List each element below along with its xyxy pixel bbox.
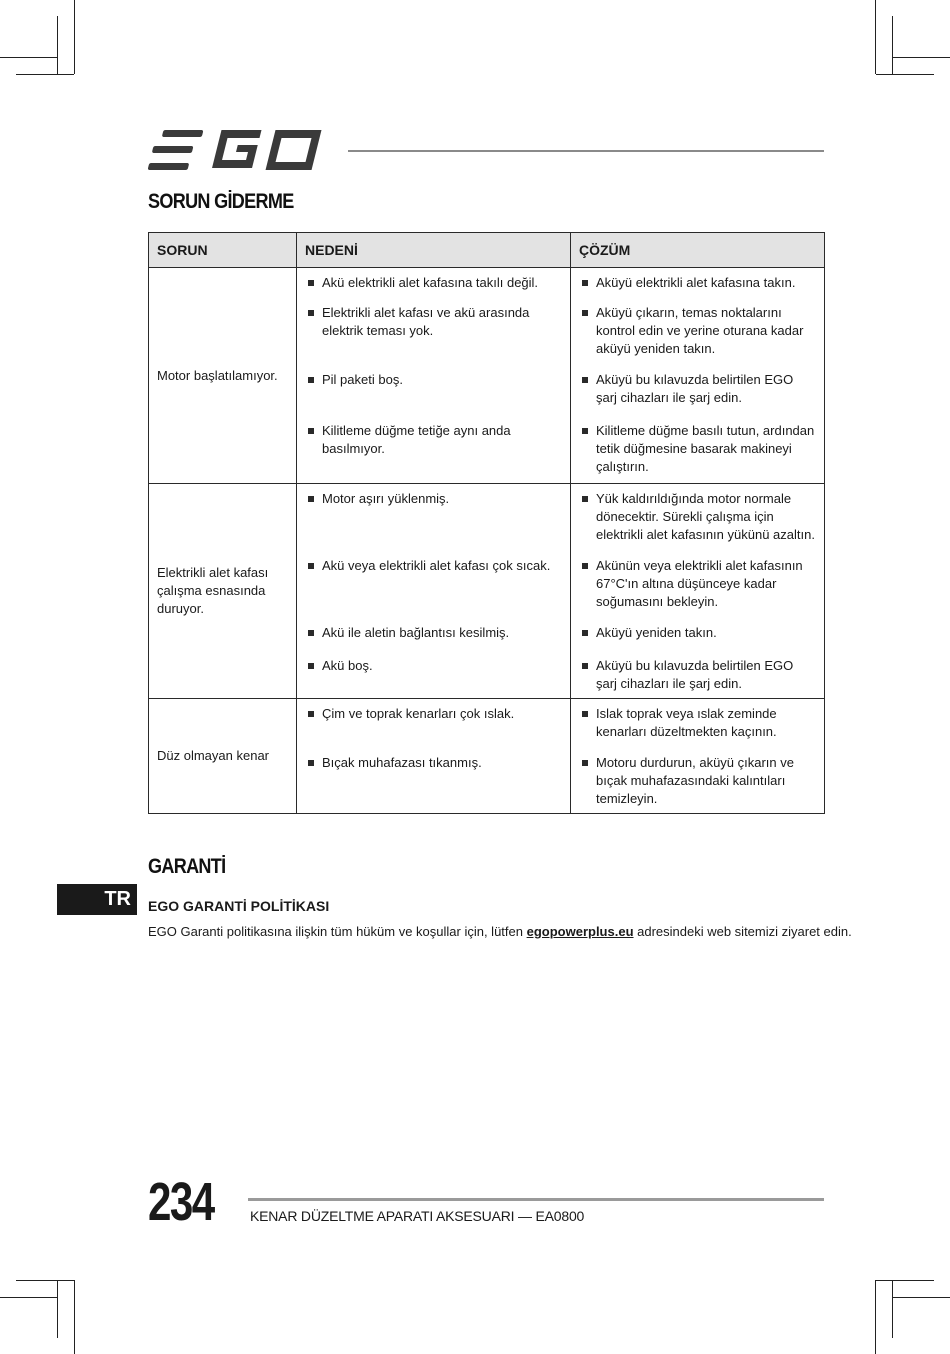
page-number: 234	[148, 1172, 214, 1232]
solution-item: Islak toprak veya ıslak zeminde kenarları düzeltmekten kaçının.	[579, 705, 816, 754]
footer-rule	[248, 1198, 824, 1201]
cause-cell	[297, 699, 571, 814]
solution-cell	[571, 268, 825, 484]
header-cause: NEDENİ	[297, 233, 571, 268]
solution-item: Motoru durdurun, aküyü çıkarın ve bıçak muhafazasındaki kalıntıları temizleyin.	[579, 754, 816, 808]
solution-item: Yük kaldırıldığında motor normale dönecektir. Sürekli çalışma için elektrikli alet kafasının yükünü azaltın.	[579, 490, 816, 557]
crop-mark	[876, 74, 934, 75]
warranty-subtitle: EGO GARANTİ POLİTİKASI	[148, 898, 330, 914]
crop-mark	[57, 1280, 58, 1338]
table-row	[149, 484, 825, 699]
cause-item: Akü boş.	[305, 657, 562, 675]
solution-item: Aküyü bu kılavuzda belirtilen EGO şarj cihazları ile şarj edin.	[579, 371, 816, 422]
warranty-text-after: adresindeki web sitemizi ziyaret edin.	[633, 924, 852, 939]
problem-cell: Düz olmayan kenar	[149, 699, 297, 814]
crop-mark	[16, 1280, 74, 1281]
header-rule	[348, 150, 824, 152]
problem-cell: Motor başlatılamıyor.	[149, 268, 297, 484]
cause-cell	[297, 268, 571, 484]
problem-cell: Elektrikli alet kafası çalışma esnasında duruyor.	[149, 484, 297, 699]
crop-mark	[892, 16, 893, 74]
warranty-text	[148, 924, 852, 939]
language-tab: TR	[57, 884, 137, 915]
troubleshooting-title: SORUN GİDERME	[148, 190, 294, 213]
cause-item: Pil paketi boş.	[305, 371, 562, 422]
cause-item: Akü ile aletin bağlantısı kesilmiş.	[305, 624, 562, 657]
troubleshooting-table	[148, 232, 825, 814]
crop-mark	[876, 1280, 934, 1281]
crop-mark	[875, 0, 876, 74]
solution-cell	[571, 484, 825, 699]
solution-item: Akünün veya elektrikli alet kafasının 67°C'ın altına düşünceye kadar soğumasını bekleyin.	[579, 557, 816, 624]
crop-mark	[893, 1297, 950, 1298]
crop-mark	[74, 1280, 75, 1354]
cause-item: Akü veya elektrikli alet kafası çok sıcak.	[305, 557, 562, 624]
cause-item: Motor aşırı yüklenmiş.	[305, 490, 562, 557]
solution-item: Aküyü elektrikli alet kafasına takın.	[579, 274, 816, 304]
solution-item: Aküyü bu kılavuzda belirtilen EGO şarj cihazları ile şarj edin.	[579, 657, 816, 693]
crop-mark	[74, 0, 75, 74]
crop-mark	[0, 1297, 57, 1298]
website-link[interactable]: egopowerplus.eu	[526, 924, 634, 939]
table-row	[149, 268, 825, 484]
cause-item: Akü elektrikli alet kafasına takılı değil.	[305, 274, 562, 304]
crop-mark	[0, 57, 57, 58]
cause-cell	[297, 484, 571, 699]
cause-item: Elektrikli alet kafası ve akü arasında elektrik teması yok.	[305, 304, 562, 371]
cause-item: Bıçak muhafazası tıkanmış.	[305, 754, 562, 772]
cause-item: Kilitleme düğme tetiğe aynı anda basılmıyor.	[305, 422, 562, 458]
crop-mark	[16, 74, 74, 75]
crop-mark	[893, 57, 950, 58]
crop-mark	[57, 16, 58, 74]
header-solution: ÇÖZÜM	[571, 233, 825, 268]
table-row	[149, 699, 825, 814]
solution-item: Aküyü çıkarın, temas noktalarını kontrol edin ve yerine oturana kadar aküyü yeniden takın.	[579, 304, 816, 371]
crop-mark	[892, 1280, 893, 1338]
footer-product: KENAR DÜZELTME APARATI AKSESUARI — EA0800	[250, 1208, 585, 1224]
crop-mark	[875, 1280, 876, 1354]
solution-item: Aküyü yeniden takın.	[579, 624, 816, 657]
solution-item: Kilitleme düğme basılı tutun, ardından tetik düğmesine basarak makineyi çalıştırın.	[579, 422, 816, 476]
header-problem: SORUN	[149, 233, 297, 268]
table-header-row	[149, 233, 825, 268]
solution-cell	[571, 699, 825, 814]
warranty-title: GARANTİ	[148, 855, 226, 878]
cause-item: Çim ve toprak kenarları çok ıslak.	[305, 705, 562, 754]
ego-logo	[148, 128, 332, 172]
warranty-text-before: EGO Garanti politikasına ilişkin tüm hüküm ve koşullar için, lütfen	[148, 924, 527, 939]
